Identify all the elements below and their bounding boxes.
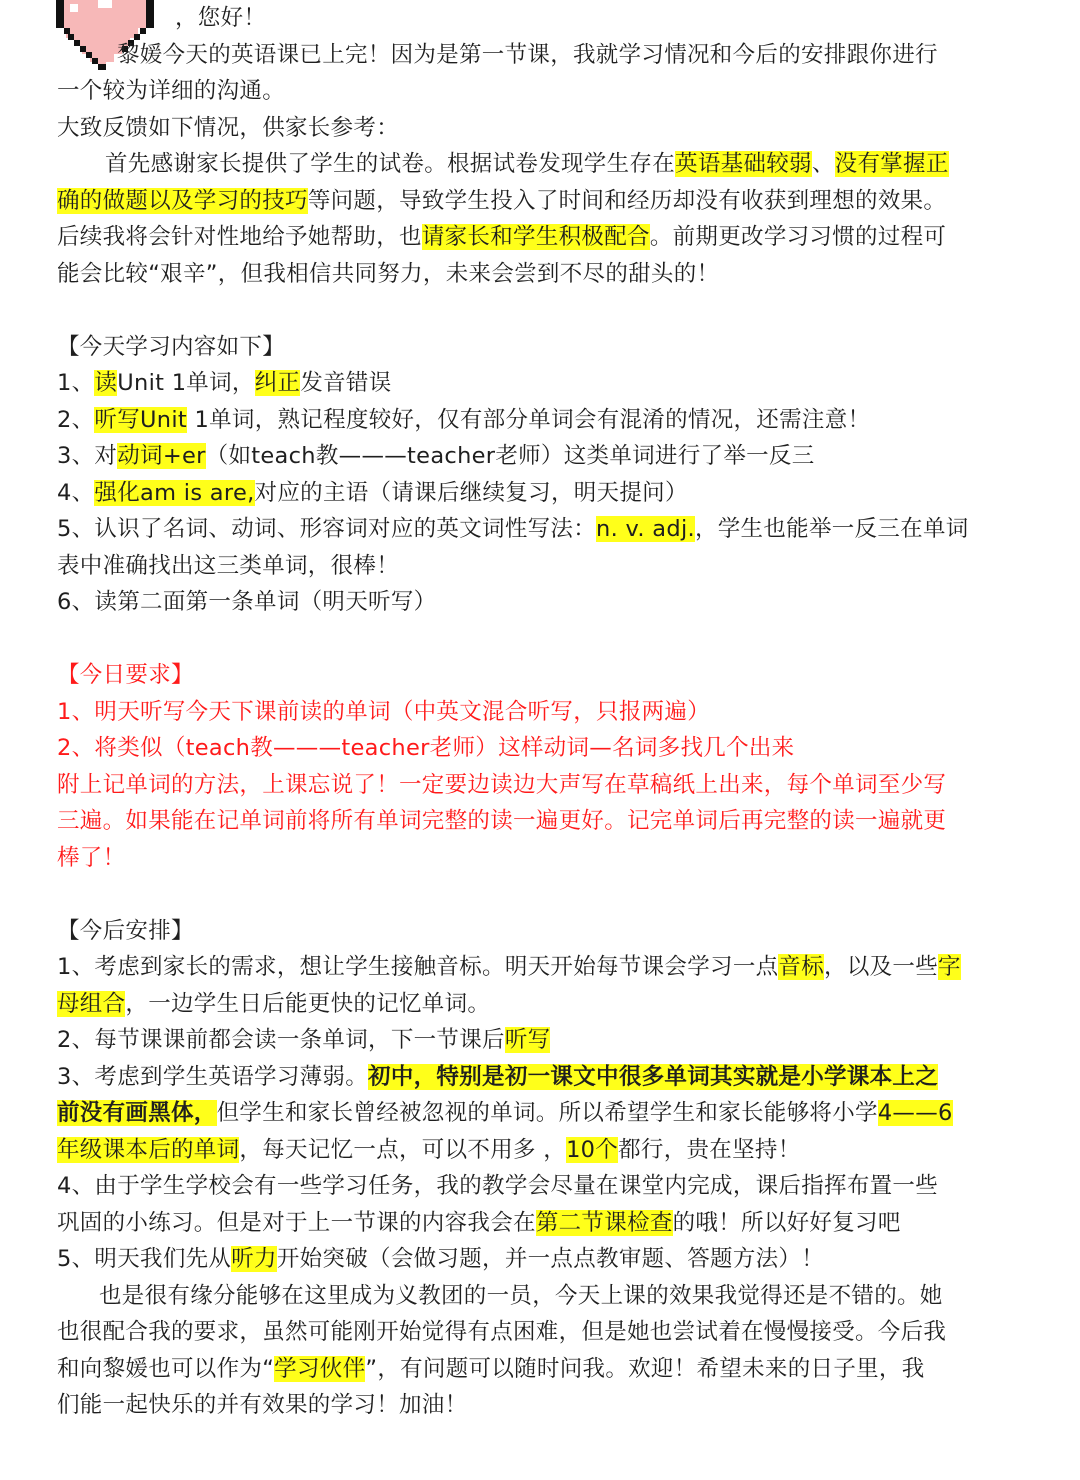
today-item-5-cont: 表中准确找出这三类单词，很棒！ (57, 552, 400, 579)
highlight: 没有掌握正 (834, 151, 949, 177)
highlight: 年级课本后的单词 (57, 1136, 240, 1163)
highlight: 纠正 (254, 370, 301, 396)
plan-item-3-cont-1: 前没有画黑体，但学生和家长曾经被忽视的单词。所以希望学生和家长能够将小学4——6 (57, 1100, 953, 1126)
today-item-4: 4、强化am is are,对应的主语（请课后继续复习，明天提问） (57, 479, 688, 506)
today-item-6: 6、读第二面第一条单词（明天听写） (57, 589, 437, 615)
highlight: 英语基础较弱 (675, 151, 812, 177)
message-body (57, 0, 1027, 1424)
feedback-line-2: 确的做题以及学习的技巧等问题，导致学生投入了时间和经历却没有收获到理想的效果。 (57, 187, 947, 214)
highlight: 强化am is are, (94, 479, 255, 506)
feedback-line-3: 后续我将会针对性地给予她帮助，也请家长和学生积极配合。前期更改学习习惯的过程可 (57, 224, 947, 250)
section-title-requirements: 【今日要求】 (57, 662, 194, 688)
highlight: 前没有画黑体， (57, 1100, 217, 1126)
highlight: 听写Unit (94, 406, 188, 433)
plan-item-3-cont-2: 年级课本后的单词，每天记忆一点，可以不用多 ，10个都行，贵在坚持！ (57, 1136, 801, 1163)
spacer (57, 292, 1027, 329)
plan-item-1-cont: 母组合，一边学生日后能更快的记忆单词。 (57, 990, 491, 1017)
highlight: 请家长和学生积极配合 (421, 224, 650, 250)
today-item-2: 2、听写Unit 1单词，熟记程度较好，仅有部分单词会有混淆的情况，还需注意！ (57, 406, 871, 433)
today-item-5: 5、认识了名词、动词、形容词对应的英文词性写法：n. v. adj.，学生也能举一反三在单词 (57, 516, 969, 542)
highlight: 确的做题以及学习的技巧 (57, 187, 308, 214)
today-item-3: 3、对动词+er（如teach教———teacher老师）这类单词进行了举一反三 (57, 443, 815, 469)
feedback-line-4: 能会比较“艰辛”，但我相信共同努力，未来会尝到不尽的甜头的！ (57, 260, 720, 287)
spacer (57, 876, 1027, 913)
requirement-note-1: 附上记单词的方法，上课忘说了！一定要边读边大声写在草稿纸上出来，每个单词至少写 (57, 771, 947, 798)
requirement-1: 1、明天听写今天下课前读的单词（中英文混合听写，只报两遍） (57, 698, 711, 725)
section-title-plan: 【今后安排】 (57, 917, 194, 944)
plan-item-5: 5、明天我们先从听力开始突破（会做习题，并一点点教审题、答题方法）！ (57, 1246, 825, 1272)
spacer (57, 621, 1027, 658)
highlight: 音标 (778, 954, 825, 980)
highlight: 听写 (504, 1027, 551, 1053)
requirement-note-3: 棒了！ (57, 844, 126, 871)
closing-line-3: 和向黎媛也可以作为“学习伙伴”，有问题可以随时问我。欢迎！希望未来的日子里，我 (57, 1355, 925, 1382)
plan-item-3: 3、考虑到学生英语学习薄弱。初中，特别是初一课文中很多单词其实就是小学课本上之 (57, 1063, 939, 1090)
plan-item-4: 4、由于学生学校会有一些学习任务，我的教学会尽量在课堂内完成，课后指挥布置一些 (57, 1173, 939, 1199)
closing-line-2: 也很配合我的要求，虽然可能刚开始觉得有点困难，但是她也尝试着在慢慢接受。今后我 (57, 1319, 947, 1345)
plan-item-2: 2、每节课课前都会读一条单词，下一节课后听写 (57, 1027, 551, 1053)
greeting-line (57, 0, 1027, 37)
closing-line-4: 们能一起快乐的并有效果的学习！加油！ (57, 1392, 468, 1418)
highlight: 初中，特别是初一课文中很多单词其实就是小学课本上之 (368, 1063, 939, 1090)
highlight: 听力 (231, 1246, 277, 1272)
highlight: 学习伙伴 (274, 1355, 366, 1382)
highlight: 4——6 (877, 1100, 953, 1126)
highlight: 母组合 (57, 990, 126, 1017)
requirement-note-2: 三遍。如果能在记单词前将所有单词完整的读一遍更好。记完单词后再完整的读一遍就更 (57, 808, 947, 834)
highlight: 动词+er (117, 443, 206, 469)
highlight: 10个 (566, 1136, 619, 1163)
feedback-line-1: 首先感谢家长提供了学生的试卷。根据试卷发现学生存在英语基础较弱、没有掌握正 (105, 151, 949, 177)
section-title-today: 【今天学习内容如下】 (57, 333, 286, 360)
highlight: 字 (938, 954, 961, 980)
plan-item-1: 1、考虑到家长的需求，想让学生接触音标。明天开始每节课会学习一点音标，以及一些字 (57, 954, 961, 980)
greeting-text: ，您好！ (175, 5, 267, 31)
intro-line-2: 一个较为详细的沟通。 (57, 78, 286, 104)
highlight: n. v. adj. (596, 516, 695, 542)
plan-item-4-cont: 巩固的小练习。但是对于上一节课的内容我会在第二节课检查的哦！所以好好复习吧 (57, 1209, 901, 1236)
highlight: 第二节课检查 (535, 1209, 673, 1236)
closing-line-1: 也是很有缘分能够在这里成为义教团的一员，今天上课的效果我觉得还是不错的。她 (99, 1282, 943, 1309)
intro-line-1: 黎媛今天的英语课已上完！因为是第一节课，我就学习情况和今后的安排跟你进行 (117, 41, 938, 68)
requirement-2: 2、将类似（teach教———teacher老师）这样动词—名词多找几个出来 (57, 735, 795, 761)
today-item-1: 1、读Unit 1单词，纠正发音错误 (57, 370, 392, 396)
highlight: 读 (94, 370, 118, 396)
intro-line-3: 大致反馈如下情况，供家长参考： (57, 114, 400, 141)
